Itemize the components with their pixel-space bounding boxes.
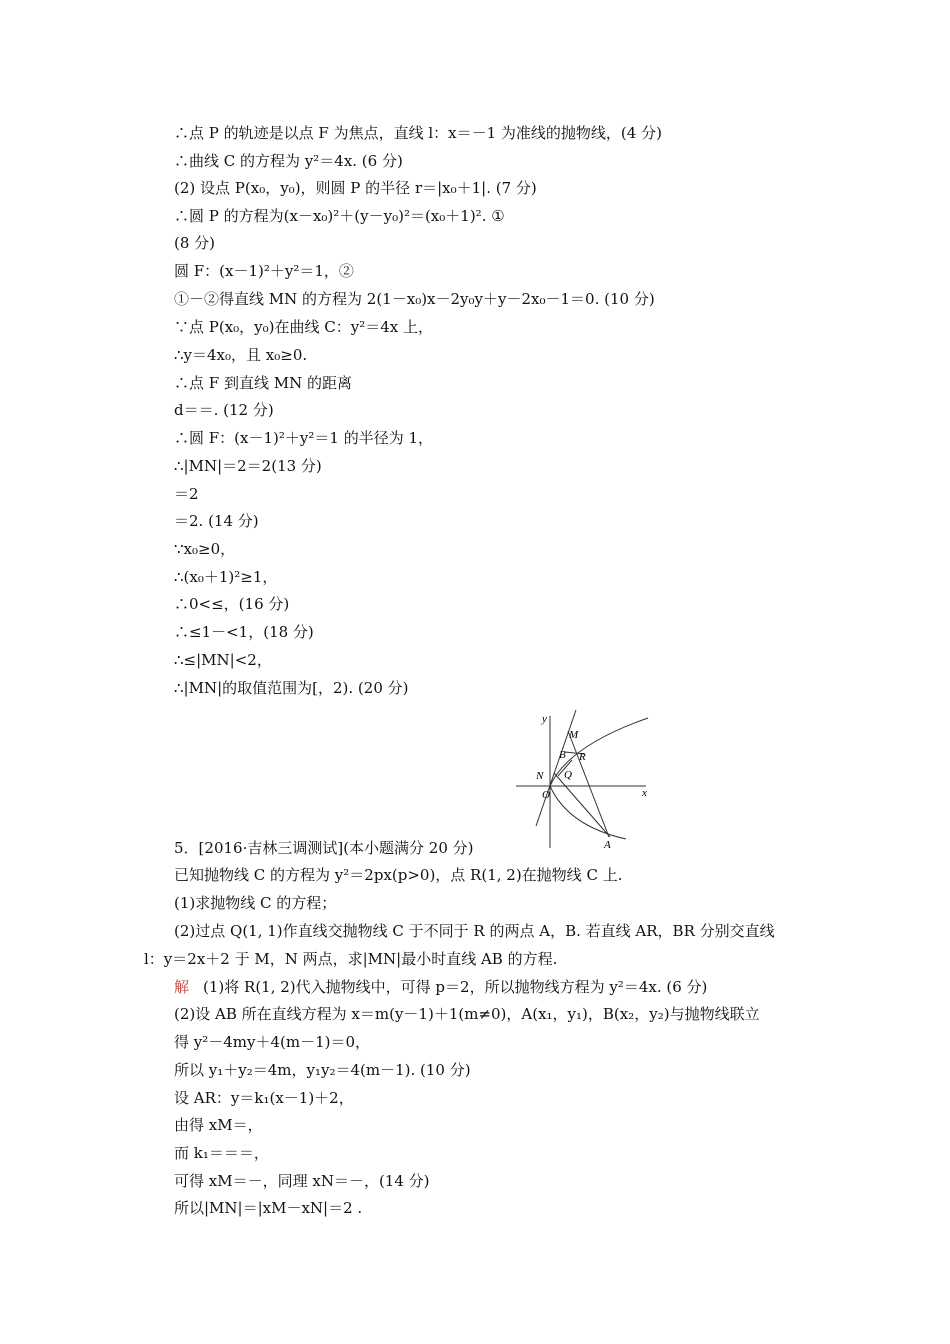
- label-m: M: [569, 729, 579, 741]
- text-line: d＝＝. (12 分): [174, 401, 274, 419]
- text-line: ∴|MN|的取值范围为[，2). (20 分): [174, 679, 409, 697]
- solution-line: 所以 y₁＋y₂＝4m，y₁y₂＝4(m－1). (10 分): [174, 1061, 471, 1079]
- text-line: ∵点 P(x₀，y₀)在曲线 C：y²＝4x 上，: [174, 318, 434, 336]
- problem-question-2-cont: l：y＝2x＋2 于 M，N 两点，求|MN|最小时直线 AB 的方程.: [144, 950, 558, 968]
- text-line: ∴点 F 到直线 MN 的距离: [174, 374, 352, 392]
- parabola-figure: [508, 706, 658, 854]
- text-line: ∴圆 P 的方程为(x－x₀)²＋(y－y₀)²＝(x₀＋1)². ①: [174, 207, 505, 225]
- label-a: A: [604, 839, 611, 851]
- solution-part-1: (1)将 R(1, 2)代入抛物线中，可得 p＝2，所以抛物线方程为 y²＝4x. (6 分): [203, 978, 708, 996]
- label-b: B: [559, 749, 566, 761]
- solution-line: 得 y²－4my＋4(m－1)＝0，: [174, 1033, 371, 1051]
- problem-question-1: (1)求抛物线 C 的方程；: [174, 894, 337, 912]
- text-line: ∴≤1－<1，(18 分): [174, 623, 314, 641]
- label-y: y: [542, 713, 547, 725]
- label-x: x: [642, 787, 647, 799]
- problem-question-2: (2)过点 Q(1, 1)作直线交抛物线 C 于不同于 R 的两点 A，B. 若直线 AR，BR 分别交直线: [174, 922, 775, 940]
- solution-line: (2)设 AB 所在直线方程为 x＝m(y－1)＋1(m≠0)，A(x₁，y₁)，B(x₂，y₂)与抛物线联立: [174, 1005, 760, 1023]
- text-line: ＝2. (14 分): [174, 512, 259, 530]
- text-line: ＝2: [174, 485, 199, 503]
- text-line: ∴|MN|＝2＝2(13 分): [174, 457, 322, 475]
- solution-label: 解: [174, 978, 190, 996]
- line-l: [536, 710, 576, 826]
- solution-line: 设 AR：y＝k₁(x－1)＋2，: [174, 1089, 354, 1107]
- text-line: ∴0<≤，(16 分): [174, 595, 290, 613]
- text-line: ∴曲线 C 的方程为 y²＝4x. (6 分): [174, 152, 403, 170]
- label-o: O: [542, 789, 550, 801]
- text-line: ∴圆 F：(x－1)²＋y²＝1 的半径为 1，: [174, 429, 434, 447]
- label-q: Q: [564, 769, 572, 781]
- text-line: ∴y＝4x₀，且 x₀≥0.: [174, 346, 308, 364]
- problem-header: 5．[2016·吉林三调测试](本小题满分 20 分): [174, 839, 474, 857]
- label-n: N: [536, 770, 544, 782]
- solution-line-1: [174, 977, 707, 997]
- text-line: ∴点 P 的轨迹是以点 F 为焦点，直线 l：x＝－1 为准线的抛物线，(4 分): [174, 124, 662, 142]
- problem-statement: 已知抛物线 C 的方程为 y²＝2px(p>0)，点 R(1, 2)在抛物线 C 上.: [174, 866, 623, 884]
- text-line: ∵x₀≥0，: [174, 540, 236, 558]
- solution-line: 而 k₁＝＝＝，: [174, 1144, 269, 1162]
- text-line: (8 分): [174, 234, 216, 252]
- solution-line: 由得 xM＝，: [174, 1116, 263, 1134]
- line-mr: [568, 731, 609, 837]
- text-line: ∴≤|MN|<2，: [174, 651, 272, 669]
- text-line: ∴(x₀＋1)²≥1，: [174, 568, 278, 586]
- solution-line: 所以|MN|＝|xM－xN|＝2 .: [174, 1199, 363, 1217]
- text-line: ①－②得直线 MN 的方程为 2(1－x₀)x－2y₀y＋y－2x₀－1＝0. (10 分): [174, 290, 655, 308]
- text-line: 圆 F：(x－1)²＋y²＝1，②: [174, 262, 354, 280]
- solution-line: 可得 xM＝－，同理 xN＝－，(14 分): [174, 1172, 430, 1190]
- text-line: (2) 设点 P(x₀，y₀)，则圆 P 的半径 r＝|x₀＋1|. (7 分): [174, 179, 537, 197]
- label-r: R: [579, 751, 586, 763]
